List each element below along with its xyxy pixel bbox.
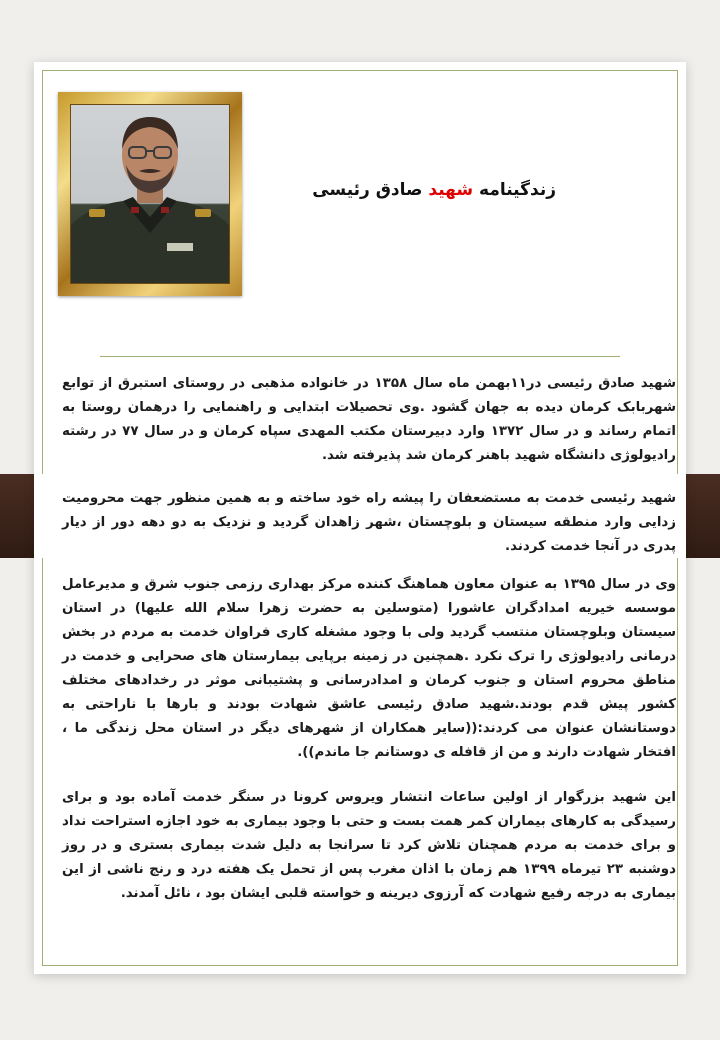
title-divider <box>100 356 620 357</box>
page-title <box>312 180 556 200</box>
title-prefix: زندگینامه <box>473 180 556 200</box>
bio-paragraph-1: شهید صادق رئیسی در۱۱بهمن ماه سال ۱۳۵۸ در خانواده مذهبی در روستای استبرق از توابع شهربابک کرمان دیده به جهان گشود .وی تحصیلات ابتدایی و راهنمایی را درهمان روستا به اتمام رساند و در سال ۱۳۷۲ وارد دبیرستان مکتب المهدی سپاه کرمان و در سال ۷۷ در رشته رادیولوژی دانشگاه شهید باهنر کرمان شد پذیرفته شد. <box>62 376 677 463</box>
title-name: صادق رئیسی <box>312 180 429 200</box>
bio-paragraph-4: این شهید بزرگوار از اولین ساعات انتشار ویروس کرونا در سنگر خدمت آماده بود و برای رسیدگی به کارهای بیماران کمر همت بست و حتی با وجود بیماری به خود اجازه استراحت نداد و برای خدمت به مردم همچنان تلاش کرد تا سرانجا به دلیل شدت بیماری بستری و در روز دوشنبه ۲۳ تیرماه ۱۳۹۹ هم زمان با اذان مغرب پس از تحمل یک هفته درد و رنج ناشی از این بیماری به درجه رفیع شهادت که آرزوی دیرینه و خواسته قلبی ایشان بود ، نائل آمدند. <box>62 790 676 901</box>
bio-paragraph-2: شهید رئیسی خدمت به مستضعفان را پیشه راه خود ساخته و به همین منظور جهت محرومیت زدایی وارد منطقه سیستان و بلوچستان ،شهر زاهدان گردید و نزدیک به دو دهه دور از دیار پدری در آنجا خدمت کردند. <box>62 491 676 554</box>
portrait-photo <box>70 104 230 284</box>
portrait-figure <box>71 105 229 283</box>
portrait-frame <box>58 92 242 296</box>
bio-paragraph-3: وی در سال ۱۳۹۵ به عنوان معاون هماهنگ کننده مرکز بهداری رزمی جنوب شرق و مدیرعامل موسسه خیریه امدادگران عاشورا (متوسلین به حضرت زهرا سلام الله علیها) در استان سیستان وبلوچستان منتسب گردید ولی با وجود مشغله کاری فراوان خدمت به مردم در بخش درمانی رادیولوژی را ترک نکرد .همچنین در زمینه برپایی بیمارستان های صحرایی و خدمت در مناطق محروم استان و جنوب کرمان و امدادرسانی و پشتیبانی موثر در رخدادهای مختلف کشور پیش قدم بودند.شهید صادق رئیسی عاشق شهادت بودند و بارها با ناراحتی به دوستانشان عنوان می کردند:((سایر همکاران از شهرهای دیگر در استان محل زندگی ما ، افتخار شهادت دارند و من از قافله ی دوستانم جا ماندم)). <box>62 577 677 760</box>
document-content <box>34 62 686 974</box>
title-accent: شهید <box>428 180 474 200</box>
